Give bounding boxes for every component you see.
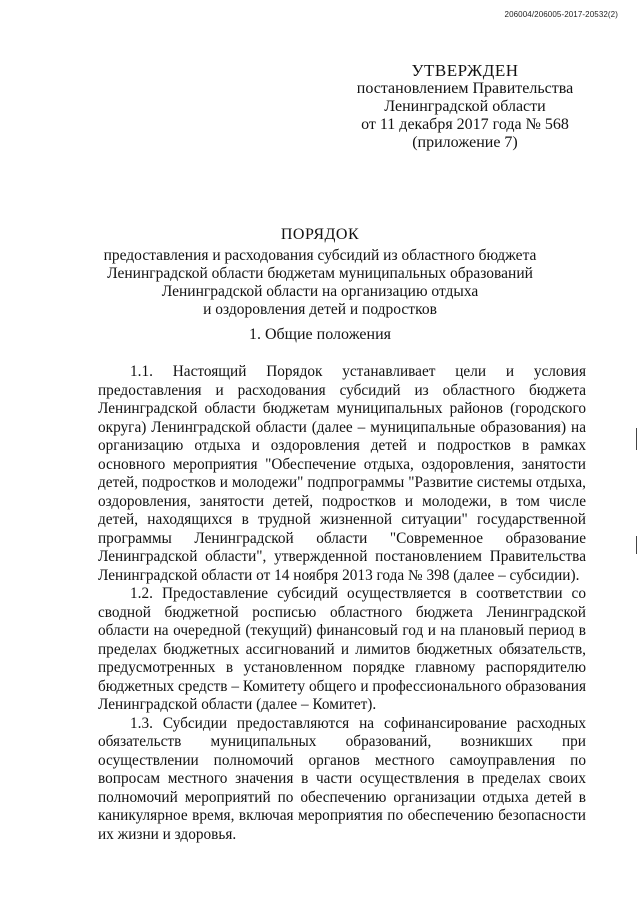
approval-line-4: (приложение 7) xyxy=(412,134,518,151)
subtitle-line-4: и оздоровления детей и подростков xyxy=(203,301,437,318)
subtitle-line-2: Ленинградской области бюджетам муниципальных образований xyxy=(107,265,533,282)
paragraph-1-3: 1.3. Субсидии предоставляются на софинансирование расходных обязательств муниципальных образований, возникших при осуществлении полномочий органов местного самоуправления по вопросам местного значения в части осуществления в пределах своих полномочий мероприятий по обеспечению организации отдыха детей в каникулярное время, включая мероприятия по обеспечению безопасности их жизни и здоровья. xyxy=(98,714,586,843)
document-title: ПОРЯДОК xyxy=(280,226,360,243)
approval-line-2: Ленинградской области xyxy=(384,98,546,115)
section-heading: 1. Общие положения xyxy=(248,326,392,343)
document-subtitle xyxy=(100,247,540,319)
scan-mark xyxy=(636,536,637,554)
approval-word: УТВЕРЖДЕН xyxy=(411,61,519,80)
paragraph-1-2: 1.2. Предоставление субсидий осуществляется в соответствии со сводной бюджетной росписью областного бюджета Ленинградской области на очередной (текущий) финансовый год и на плановый период в пределах бюджетных ассигнований и лимитов бюджетных обязательств, предусмотренных в установленном порядке главному распорядителю бюджетных средств – Комитету общего и профессионального образования Ленинградской области (далее – Комитет). xyxy=(98,585,586,713)
paragraph-1-1: 1.1. Настоящий Порядок устанавливает цели и условия предоставления и расходования субсидий из областного бюджета Ленинградской области бюджетам муниципальных районов (городского округа) Ленинградской области (далее – муниципальные образования) на организацию отдыха и оздоровления детей и подростков в рамках основного мероприятия "Обеспечение отдыха, оздоровления, занятости детей, подростков и молодежи" подпрограммы "Развитие системы отдыха, оздоровления, занятости детей, подростков и молодежи, в том числе детей, находящихся в трудной жизненной ситуации" государственной программы Ленинградской области "Современное образование Ленинградской области", утвержденной постановлением Правительства Ленинградской области от 14 ноября 2013 года № 398 (далее – субсидии). xyxy=(98,363,586,584)
subtitle-line-1: предоставления и расходования субсидий из областного бюджета xyxy=(103,247,537,264)
subtitle-line-3: Ленинградской области на организацию отдыха xyxy=(161,283,479,300)
approval-line-1: постановлением Правительства xyxy=(356,80,574,97)
approval-stamp xyxy=(350,62,580,152)
document-body xyxy=(98,363,586,844)
scan-mark xyxy=(636,428,637,450)
approval-line-3: от 11 декабря 2017 года № 568 xyxy=(361,116,569,133)
document-code: 206004/206005-2017-20532(2) xyxy=(504,10,618,19)
